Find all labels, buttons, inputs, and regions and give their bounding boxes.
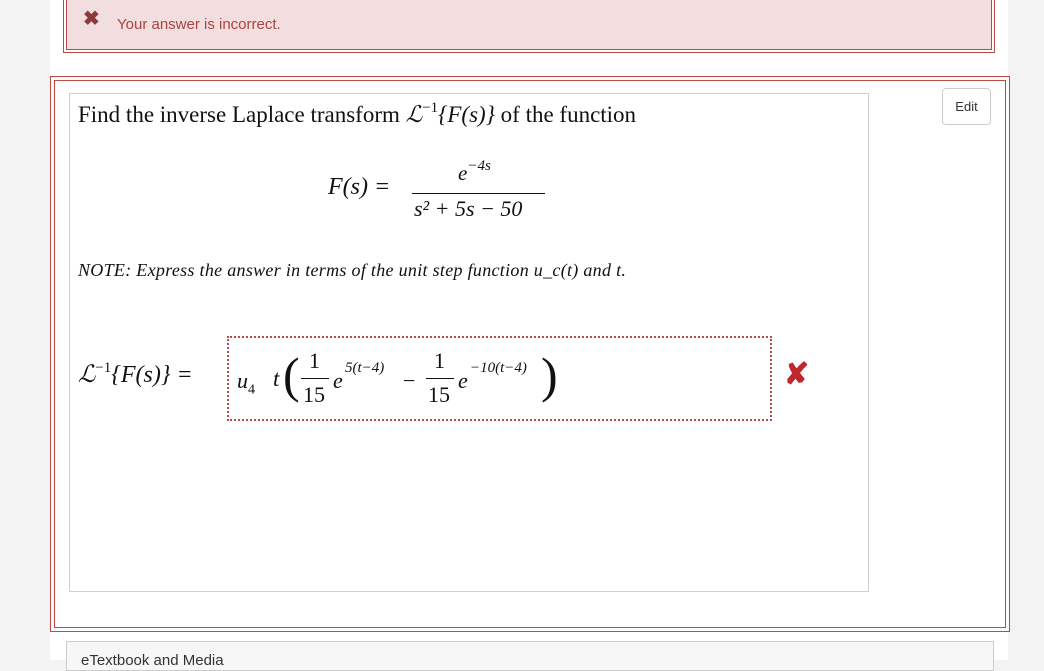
- equation-lhs: F(s) =: [328, 174, 391, 200]
- equation-numerator: $e^{-4s}$: [458, 158, 491, 185]
- term1-exponent: 5(t−4): [345, 360, 385, 376]
- term1-denominator: 15: [303, 382, 325, 407]
- term2-denominator: 15: [428, 382, 450, 407]
- term1-numerator: 1: [309, 348, 320, 373]
- minus-sign: −: [403, 368, 416, 393]
- prompt-prefix: Find the inverse Laplace transform: [78, 102, 400, 127]
- answer-lhs: [78, 360, 193, 389]
- answer-superscript: −1: [95, 360, 112, 376]
- answer-lhs-rest: {F(s)} =: [111, 362, 193, 388]
- answer-operator: ℒ: [78, 362, 96, 388]
- fraction-bar: [412, 193, 545, 194]
- etextbook-media-label: eTextbook and Media: [81, 652, 224, 669]
- term2-numerator: 1: [434, 348, 445, 373]
- left-paren: (: [283, 347, 300, 403]
- term2-base: e: [458, 368, 468, 393]
- edit-button[interactable]: Edit: [942, 88, 991, 125]
- incorrect-alert: [66, 0, 992, 50]
- prompt-suffix: of the function: [500, 102, 637, 127]
- term2-fraction-bar: [426, 378, 454, 379]
- term1-fraction-bar: [301, 378, 329, 379]
- t-symbol: t: [273, 366, 280, 391]
- answer-expression: [237, 344, 757, 414]
- question-prompt: [78, 100, 636, 128]
- term2-exponent: −10(t−4): [470, 360, 527, 376]
- right-paren: ): [541, 347, 558, 403]
- close-x-icon: ✖: [83, 8, 100, 30]
- etextbook-media-panel[interactable]: [66, 641, 994, 671]
- alert-message: Your answer is incorrect.: [117, 16, 281, 33]
- prompt-operator: ℒ: [405, 102, 423, 127]
- question-note: NOTE: Express the answer in terms of the unit step function u_c(t) and t.: [78, 260, 627, 280]
- prompt-superscript: −1: [422, 100, 439, 116]
- answer-input[interactable]: [227, 336, 772, 421]
- term1-base: e: [333, 368, 343, 393]
- prompt-argument: {F(s)}: [438, 102, 495, 127]
- incorrect-x-icon: ✘: [784, 358, 810, 391]
- u-symbol: $u_4$: [237, 368, 255, 398]
- equation-denominator: s² + 5s − 50: [414, 196, 523, 221]
